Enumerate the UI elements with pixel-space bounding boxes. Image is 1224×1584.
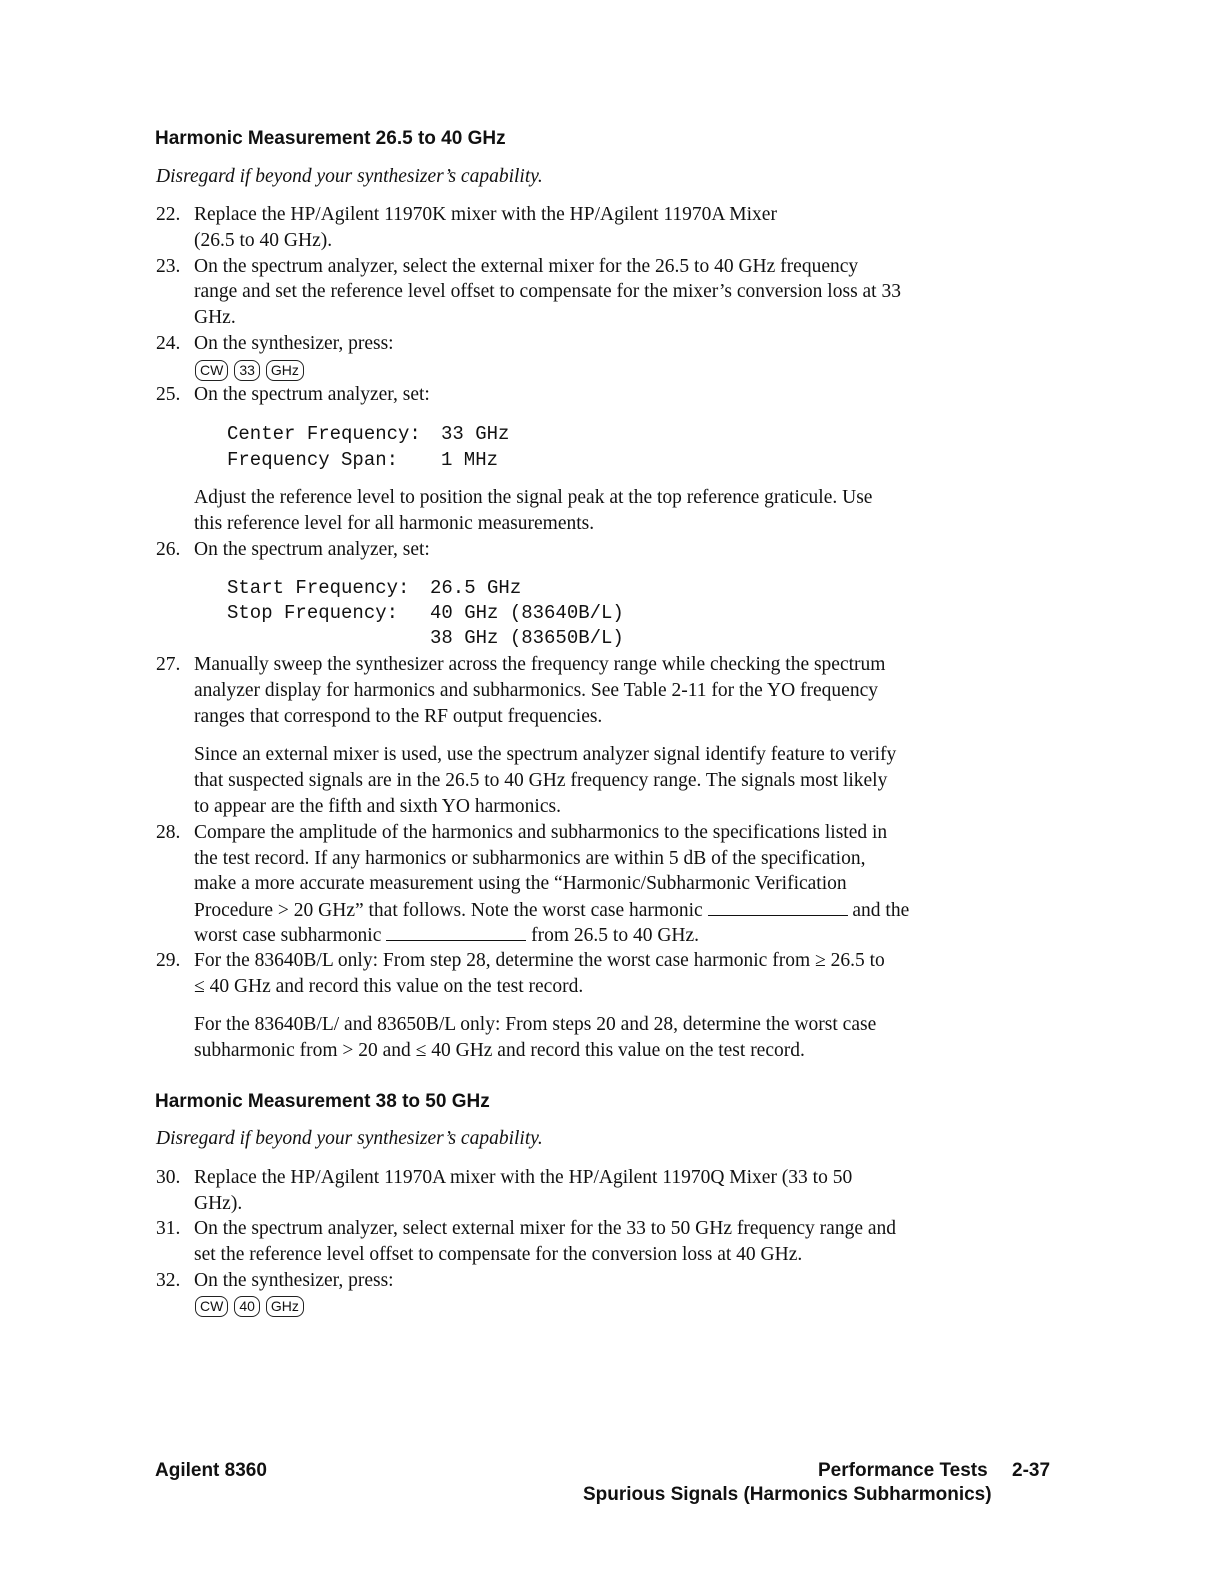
step-number: 29. bbox=[156, 950, 181, 971]
step-number: 30. bbox=[156, 1167, 181, 1188]
key-sequence bbox=[195, 360, 310, 381]
ghz-key[interactable]: GHz bbox=[266, 1296, 304, 1317]
cw-key[interactable]: CW bbox=[195, 1296, 228, 1317]
step-22-line2: (26.5 to 40 GHz). bbox=[194, 230, 333, 251]
step-28-line4-text: Procedure > 20 GHz” that follows. Note the worst case harmonic bbox=[194, 900, 703, 921]
ghz-key[interactable]: GHz bbox=[266, 360, 304, 381]
step-number: 32. bbox=[156, 1270, 181, 1291]
step-28-line4-tail: and the bbox=[852, 900, 910, 921]
setting-value: 33 GHz bbox=[441, 423, 510, 445]
step-25-para-line2: this reference level for all harmonic measurements. bbox=[194, 513, 595, 534]
setting-label: Center Frequency: bbox=[227, 423, 421, 445]
step-29-line1: For the 83640B/L only: From step 28, determine the worst case harmonic from ≥ 26.5 to bbox=[194, 950, 885, 971]
footer-product: Agilent 8360 bbox=[155, 1460, 267, 1481]
step-24-line1: On the synthesizer, press: bbox=[194, 333, 394, 354]
step-number: 24. bbox=[156, 333, 181, 354]
section-note: Disregard if beyond your synthesizer’s capability. bbox=[156, 166, 543, 187]
step-28-line4 bbox=[194, 897, 909, 924]
step-25-line1: On the spectrum analyzer, set: bbox=[194, 384, 430, 405]
worst-subharmonic-blank[interactable] bbox=[386, 922, 526, 941]
step-28-line1: Compare the amplitude of the harmonics and subharmonics to the specifications listed in bbox=[194, 822, 888, 843]
section-heading-38-50: Harmonic Measurement 38 to 50 GHz bbox=[155, 1091, 490, 1112]
footer-subtitle: Spurious Signals (Harmonics Subharmonics) bbox=[583, 1484, 992, 1505]
step-28-line5-tail: from 26.5 to 40 GHz. bbox=[531, 925, 700, 946]
worst-harmonic-blank[interactable] bbox=[708, 897, 848, 916]
step-23-line2: range and set the reference level offset to compensate for the mixer’s conversion loss at 33 bbox=[194, 281, 901, 302]
step-31-line2: set the reference level offset to compensate for the conversion loss at 40 GHz. bbox=[194, 1244, 803, 1265]
step-31-line1: On the spectrum analyzer, select external mixer for the 33 to 50 GHz frequency range and bbox=[194, 1218, 897, 1239]
step-number: 25. bbox=[156, 384, 181, 405]
setting-value: 26.5 GHz bbox=[430, 577, 522, 599]
section-heading-26-40: Harmonic Measurement 26.5 to 40 GHz bbox=[155, 128, 506, 149]
step-number: 26. bbox=[156, 539, 181, 560]
step-number: 28. bbox=[156, 822, 181, 843]
step-27-line2: analyzer display for harmonics and subharmonics. See Table 2-11 for the YO frequency bbox=[194, 680, 878, 701]
step-29-para-line2: subharmonic from > 20 and ≤ 40 GHz and record this value on the test record. bbox=[194, 1040, 805, 1061]
setting-label: Start Frequency: bbox=[227, 577, 410, 599]
step-25-para-line1: Adjust the reference level to position the signal peak at the top reference graticule. Use bbox=[194, 487, 873, 508]
footer-chapter-title: Performance Tests bbox=[818, 1460, 988, 1481]
step-28-line2: the test record. If any harmonics or subharmonics are within 5 dB of the specification, bbox=[194, 848, 866, 869]
step-29-para-line1: For the 83640B/L/ and 83650B/L only: From steps 20 and 28, determine the worst case bbox=[194, 1014, 877, 1035]
step-number: 23. bbox=[156, 256, 181, 277]
step-28-line5-text: worst case subharmonic bbox=[194, 925, 382, 946]
key-sequence bbox=[195, 1296, 310, 1317]
step-29-line2: ≤ 40 GHz and record this value on the test record. bbox=[194, 976, 584, 997]
step-27-line1: Manually sweep the synthesizer across the frequency range while checking the spectrum bbox=[194, 654, 886, 675]
setting-value: 1 MHz bbox=[441, 449, 499, 471]
step-28-line5 bbox=[194, 922, 699, 949]
step-27-line3: ranges that correspond to the RF output frequencies. bbox=[194, 706, 603, 727]
step-32-line1: On the synthesizer, press: bbox=[194, 1270, 394, 1291]
step-22-line1: Replace the HP/Agilent 11970K mixer with the HP/Agilent 11970A Mixer bbox=[194, 204, 777, 225]
step-30-line2: GHz). bbox=[194, 1193, 243, 1214]
setting-label: Stop Frequency: bbox=[227, 602, 399, 624]
setting-value: 40 GHz (83640B/L) bbox=[430, 602, 624, 624]
section-note: Disregard if beyond your synthesizer’s capability. bbox=[156, 1128, 543, 1149]
step-23-line1: On the spectrum analyzer, select the external mixer for the 26.5 to 40 GHz frequency bbox=[194, 256, 859, 277]
step-26-line1: On the spectrum analyzer, set: bbox=[194, 539, 430, 560]
step-27-para-line1: Since an external mixer is used, use the spectrum analyzer signal identify feature to verify bbox=[194, 744, 897, 765]
cw-key[interactable]: CW bbox=[195, 360, 228, 381]
setting-label: Frequency Span: bbox=[227, 449, 399, 471]
step-number: 27. bbox=[156, 654, 181, 675]
step-28-line3: make a more accurate measurement using the “Harmonic/Subharmonic Verification bbox=[194, 873, 847, 894]
step-27-para-line2: that suspected signals are in the 26.5 to 40 GHz frequency range. The signals most likely bbox=[194, 770, 888, 791]
footer-page-number: 2-37 bbox=[1012, 1460, 1051, 1481]
step-27-para-line3: to appear are the fifth and sixth YO harmonics. bbox=[194, 796, 561, 817]
numeric-key-33[interactable]: 33 bbox=[234, 360, 260, 381]
step-number: 31. bbox=[156, 1218, 181, 1239]
step-23-line3: GHz. bbox=[194, 307, 236, 328]
numeric-key-40[interactable]: 40 bbox=[234, 1296, 260, 1317]
setting-value: 38 GHz (83650B/L) bbox=[430, 627, 624, 649]
step-number: 22. bbox=[156, 204, 181, 225]
step-30-line1: Replace the HP/Agilent 11970A mixer with the HP/Agilent 11970Q Mixer (33 to 50 bbox=[194, 1167, 853, 1188]
